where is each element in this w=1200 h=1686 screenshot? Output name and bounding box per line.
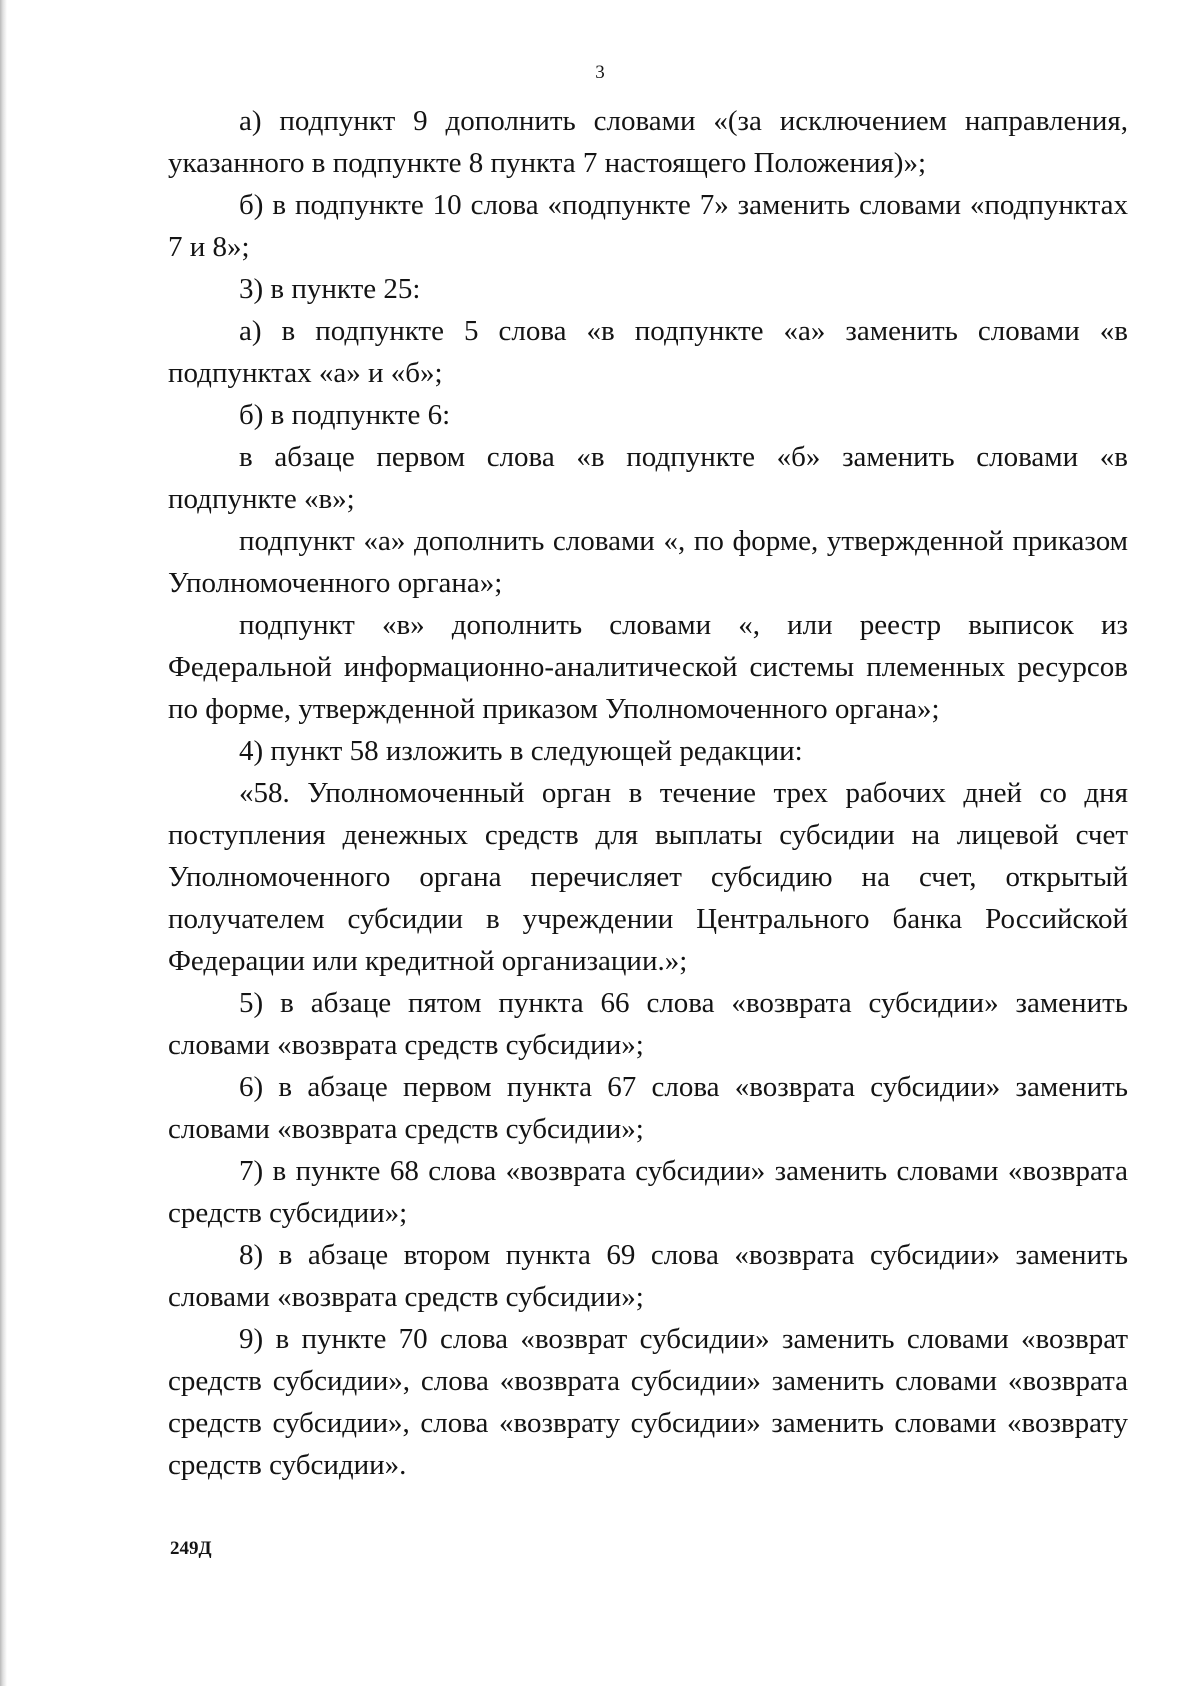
paragraph-10: «58. Уполномоченный орган в течение трех рабочих дней со дня поступления денежных средств для выплаты субсидии на лицевой счет Уполномоченного органа перечисляет субсидию на счет, открытый получателем субсидии в учреждении Центрального банка Российской Федерации или кредитной организации.»; [168, 777, 1128, 977]
paragraph-12: 6) в абзаце первом пункта 67 слова «возврата субсидии» заменить словами «возврата средств субсидии»; [168, 1071, 1128, 1145]
paragraph-6: в абзаце первом слова «в подпункте «б» заменить словами «в подпункте «в»; [168, 441, 1128, 515]
paragraph-14: 8) в абзаце втором пункта 69 слова «возврата субсидии» заменить словами «возврата средств субсидии»; [168, 1239, 1128, 1313]
paragraph-9: 4) пункт 58 изложить в следующей редакции: [239, 735, 803, 767]
paragraph-11: 5) в абзаце пятом пункта 66 слова «возврата субсидии» заменить словами «возврата средств субсидии»; [168, 987, 1128, 1061]
paragraph-8: подпункт «в» дополнить словами «, или реестр выписок из Федеральной информационно-аналитической системы племенных ресурсов по форме, утвержденной приказом Уполномоченного органа»; [168, 609, 1128, 725]
paragraph-5: б) в подпункте 6: [239, 399, 451, 431]
scan-edge-shadow [0, 0, 7, 1686]
page-number: 3 [595, 62, 605, 83]
document-code: 249Д [170, 1538, 212, 1559]
paragraph-7: подпункт «а» дополнить словами «, по форме, утвержденной приказом Уполномоченного органа»; [168, 525, 1128, 599]
paragraph-15: 9) в пункте 70 слова «возврат субсидии» заменить словами «возврат средств субсидии», слова «возврата субсидии» заменить словами «возврата средств субсидии», слова «возврату субсидии» заменить словами «возврату средств субсидии». [168, 1323, 1128, 1481]
paragraph-3: 3) в пункте 25: [239, 273, 421, 305]
paragraph-4: а) в подпункте 5 слова «в подпункте «а» заменить словами «в подпунктах «а» и «б»; [168, 315, 1128, 389]
document-body [168, 100, 1128, 1486]
paragraph-1: а) подпункт 9 дополнить словами «(за исключением направления, указанного в подпункте 8 пункта 7 настоящего Положения)»; [168, 105, 1128, 179]
paragraph-2: б) в подпункте 10 слова «подпункте 7» заменить словами «подпунктах 7 и 8»; [168, 189, 1128, 263]
paragraph-13: 7) в пункте 68 слова «возврата субсидии» заменить словами «возврата средств субсидии»; [168, 1155, 1128, 1229]
